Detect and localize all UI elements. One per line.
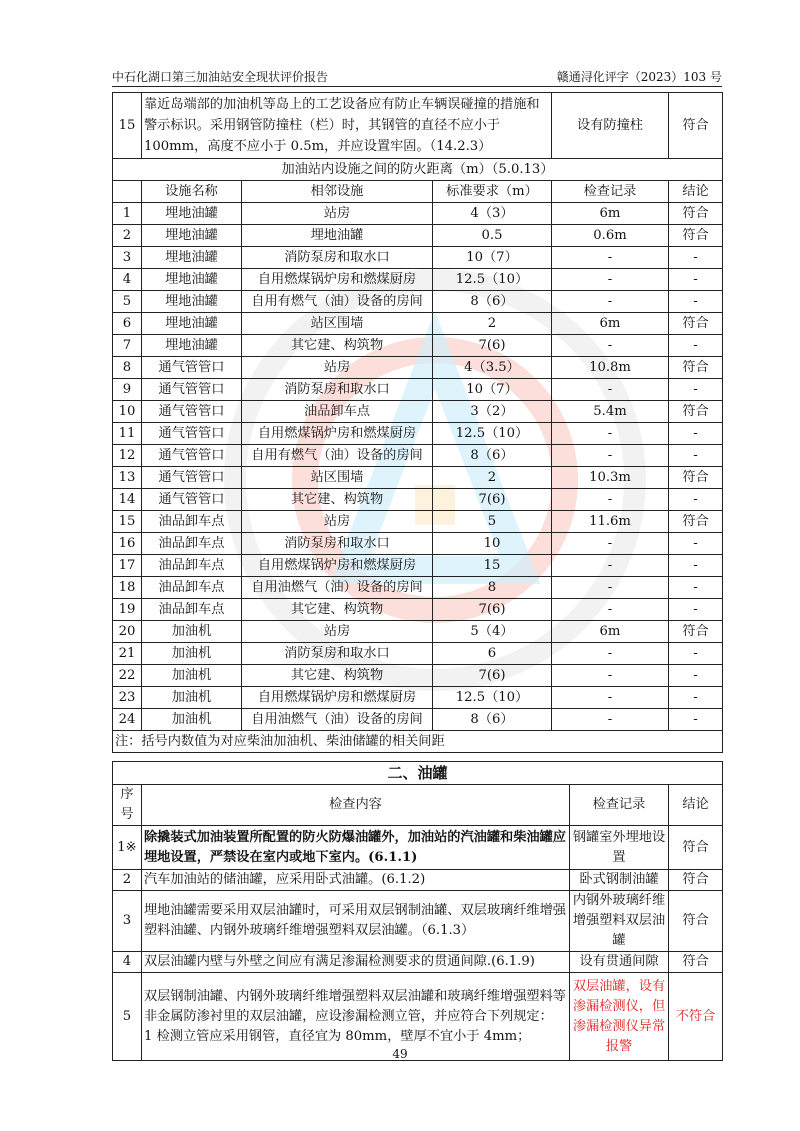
facility-name: 加油机 <box>142 687 242 709</box>
page-number: 49 <box>392 1047 408 1061</box>
facility-name: 油品卸车点 <box>142 599 242 621</box>
conclusion: 符合 <box>669 952 723 973</box>
facility-name: 油品卸车点 <box>142 577 242 599</box>
conclusion: - <box>669 335 723 357</box>
check-content <box>142 826 570 870</box>
conclusion: - <box>669 599 723 621</box>
standard-requirement: 8（6） <box>433 291 552 313</box>
table-row <box>113 577 723 599</box>
check-record: 6m <box>552 203 669 225</box>
table-row <box>113 511 723 533</box>
column-header: 结论 <box>669 785 723 826</box>
conclusion: 符合 <box>669 870 723 891</box>
check-record: - <box>552 423 669 445</box>
row-number: 20 <box>113 621 142 643</box>
facility-name: 通气管管口 <box>142 379 242 401</box>
standard-requirement: 7(6) <box>433 665 552 687</box>
column-header: 相邻设施 <box>242 181 433 203</box>
conclusion: 符合 <box>669 467 723 489</box>
standard-requirement: 15 <box>433 555 552 577</box>
standard-requirement: 5 <box>433 511 552 533</box>
check-content-text: 埋地油罐需要采用双层油罐时，可采用双层钢制油罐、双层玻璃纤维增强塑料油罐、内钢外玻璃纤维增强塑料双层油罐。（6.1.3） <box>144 903 566 938</box>
standard-requirement: 7(6) <box>433 489 552 511</box>
table-row <box>113 555 723 577</box>
check-record: - <box>552 533 669 555</box>
facility-name: 油品卸车点 <box>142 511 242 533</box>
conclusion: 符合 <box>669 891 723 952</box>
check-content-text: 汽车加油站的储油罐，应采用卧式油罐。(6.1.2) <box>144 872 426 887</box>
column-header: 序号 <box>113 785 142 826</box>
standard-requirement: 2 <box>433 467 552 489</box>
column-header: 检查内容 <box>142 785 570 826</box>
conclusion: - <box>669 489 723 511</box>
row-number: 22 <box>113 665 142 687</box>
check-record: 11.6m <box>552 511 669 533</box>
adjacent-facility: 站房 <box>242 357 433 379</box>
conclusion: - <box>669 643 723 665</box>
row-number: 10 <box>113 401 142 423</box>
spacing-table <box>112 92 723 753</box>
table-row <box>113 621 723 643</box>
row-number: 19 <box>113 599 142 621</box>
row-number: 6 <box>113 313 142 335</box>
header-report-number: 赣通浔化评字（2023）103 号 <box>556 70 722 84</box>
conclusion: 不符合 <box>669 973 723 1061</box>
conclusion: - <box>669 445 723 467</box>
standard-requirement: 12.5（10） <box>433 423 552 445</box>
row-number: 7 <box>113 335 142 357</box>
standard-requirement: 10（7） <box>433 247 552 269</box>
check-content <box>142 870 570 891</box>
table-row <box>113 401 723 423</box>
conclusion: 符合 <box>669 621 723 643</box>
row-number: 2 <box>113 870 142 891</box>
standard-requirement: 7(6) <box>433 599 552 621</box>
facility-name: 加油机 <box>142 665 242 687</box>
check-record: - <box>552 643 669 665</box>
conclusion: - <box>669 247 723 269</box>
section-title-row <box>113 762 723 785</box>
standard-requirement: 8 <box>433 577 552 599</box>
conclusion: - <box>669 533 723 555</box>
check-record: - <box>552 291 669 313</box>
check-content-text: 除撬装式加油装置所配置的防火防爆油罐外，加油站的汽油罐和柴油罐应埋地设置，严禁设在室内或地下室内。(6.1.1) <box>144 829 566 865</box>
check-record: 10.8m <box>552 357 669 379</box>
conclusion: 符合 <box>669 313 723 335</box>
check-record: - <box>552 577 669 599</box>
adjacent-facility: 站区围墙 <box>242 313 433 335</box>
standard-requirement: 3（2） <box>433 401 552 423</box>
table-row <box>113 269 723 291</box>
standard-requirement: 0.5 <box>433 225 552 247</box>
adjacent-facility: 自用燃煤锅炉房和燃煤厨房 <box>242 423 433 445</box>
conclusion: 符合 <box>669 203 723 225</box>
adjacent-facility: 埋地油罐 <box>242 225 433 247</box>
table-row <box>113 709 723 731</box>
adjacent-facility: 站区围墙 <box>242 467 433 489</box>
adjacent-facility: 消防泵房和取水口 <box>242 643 433 665</box>
row-number: 17 <box>113 555 142 577</box>
check-record: 内钢外玻璃纤维增强塑料双层油罐 <box>570 891 669 952</box>
standard-requirement: 2 <box>433 313 552 335</box>
row-number: 9 <box>113 379 142 401</box>
table-row <box>113 291 723 313</box>
row-number: 2 <box>113 225 142 247</box>
adjacent-facility: 自用有燃气（油）设备的房间 <box>242 291 433 313</box>
check-record: - <box>552 599 669 621</box>
check-record: - <box>552 269 669 291</box>
table-row <box>113 826 723 870</box>
table-row <box>113 870 723 891</box>
requirement-text: 靠近岛端部的加油机等岛上的工艺设备应有防止车辆误碰撞的措施和警示标识。采用钢管防撞柱（栏）时，其钢管的直径不应小于 100mm，高度不应小于 0.5m，并应设置牢固。（14.2.3） <box>142 93 552 159</box>
conclusion: - <box>669 269 723 291</box>
check-record: - <box>552 445 669 467</box>
check-record: 设有防撞柱 <box>552 93 669 159</box>
check-content <box>142 952 570 973</box>
table-row <box>113 423 723 445</box>
table-row <box>113 357 723 379</box>
facility-name: 通气管管口 <box>142 423 242 445</box>
standard-requirement: 10（7） <box>433 379 552 401</box>
adjacent-facility: 自用有燃气（油）设备的房间 <box>242 445 433 467</box>
row-number: 23 <box>113 687 142 709</box>
check-record: 0.6m <box>552 225 669 247</box>
check-record: 钢罐室外埋地设置 <box>570 826 669 870</box>
table-row <box>113 687 723 709</box>
table-row <box>113 467 723 489</box>
conclusion: - <box>669 577 723 599</box>
table-row <box>113 489 723 511</box>
adjacent-facility: 自用油燃气（油）设备的房间 <box>242 709 433 731</box>
adjacent-facility: 站房 <box>242 621 433 643</box>
page-header <box>112 64 722 87</box>
spacing-title: 加油站内设施之间的防火距离（m）（5.0.13） <box>113 159 723 181</box>
row-number: 13 <box>113 467 142 489</box>
check-record: 6m <box>552 313 669 335</box>
row-number: 1※ <box>113 826 142 870</box>
facility-name: 埋地油罐 <box>142 247 242 269</box>
column-header: 检查记录 <box>552 181 669 203</box>
row-number: 5 <box>113 291 142 313</box>
check-record: 6m <box>552 621 669 643</box>
facility-name: 加油机 <box>142 621 242 643</box>
table-header-row <box>113 785 723 826</box>
row-number: 8 <box>113 357 142 379</box>
standard-requirement: 12.5（10） <box>433 687 552 709</box>
facility-name: 通气管管口 <box>142 467 242 489</box>
adjacent-facility: 消防泵房和取水口 <box>242 533 433 555</box>
conclusion: - <box>669 379 723 401</box>
adjacent-facility: 其它建、构筑物 <box>242 335 433 357</box>
column-header: 检查记录 <box>570 785 669 826</box>
table-row <box>113 445 723 467</box>
table-row <box>113 665 723 687</box>
conclusion: 符合 <box>669 511 723 533</box>
facility-name: 埋地油罐 <box>142 225 242 247</box>
check-record: 卧式钢制油罐 <box>570 870 669 891</box>
check-record: - <box>552 247 669 269</box>
standard-requirement: 4（3） <box>433 203 552 225</box>
row-number: 24 <box>113 709 142 731</box>
adjacent-facility: 自用燃煤锅炉房和燃煤厨房 <box>242 555 433 577</box>
conclusion: 符合 <box>669 826 723 870</box>
facility-name: 埋地油罐 <box>142 313 242 335</box>
row-number: 15 <box>113 93 142 159</box>
adjacent-facility: 其它建、构筑物 <box>242 665 433 687</box>
column-header <box>113 181 142 203</box>
table-row <box>113 313 723 335</box>
spacing-rows <box>113 203 723 731</box>
section-title-row <box>113 159 723 181</box>
check-record: - <box>552 335 669 357</box>
standard-requirement: 12.5（10） <box>433 269 552 291</box>
row-number: 18 <box>113 577 142 599</box>
adjacent-facility: 油品卸车点 <box>242 401 433 423</box>
check-content-item: 1 检测立管应采用钢管，直径宜为 80mm，壁厚不宜小于 4mm； <box>144 1028 531 1044</box>
table-row <box>113 952 723 973</box>
tank-rows <box>113 826 723 1061</box>
check-content <box>142 891 570 952</box>
facility-name: 埋地油罐 <box>142 203 242 225</box>
row-number: 3 <box>113 247 142 269</box>
row-number: 1 <box>113 203 142 225</box>
adjacent-facility: 消防泵房和取水口 <box>242 379 433 401</box>
adjacent-facility: 自用油燃气（油）设备的房间 <box>242 577 433 599</box>
check-record: - <box>552 489 669 511</box>
facility-name: 埋地油罐 <box>142 291 242 313</box>
adjacent-facility: 站房 <box>242 511 433 533</box>
table-row <box>113 335 723 357</box>
check-record: 设有贯通间隙 <box>570 952 669 973</box>
facility-name: 通气管管口 <box>142 357 242 379</box>
row-number: 4 <box>113 269 142 291</box>
standard-requirement: 4（3.5） <box>433 357 552 379</box>
check-record: - <box>552 555 669 577</box>
row-number: 4 <box>113 952 142 973</box>
standard-requirement: 10 <box>433 533 552 555</box>
row-number: 3 <box>113 891 142 952</box>
standard-requirement: 7(6) <box>433 335 552 357</box>
facility-name: 通气管管口 <box>142 489 242 511</box>
check-record: - <box>552 665 669 687</box>
standard-requirement: 6 <box>433 643 552 665</box>
table-row <box>113 643 723 665</box>
check-record: 双层油罐，设有渗漏检测仪，但渗漏检测仪异常报警 <box>570 973 669 1061</box>
conclusion: - <box>669 423 723 445</box>
header-report-title: 中石化湖口第三加油站安全现状评价报告 <box>112 70 329 84</box>
facility-name: 油品卸车点 <box>142 533 242 555</box>
facility-name: 通气管管口 <box>142 401 242 423</box>
column-header: 设施名称 <box>142 181 242 203</box>
check-content-text: 双层钢制油罐、内钢外玻璃纤维增强塑料双层油罐和玻璃纤维增强塑料等非金属防渗衬里的双层油罐，应设渗漏检测立管，并应符合下列规定： <box>144 988 566 1024</box>
column-header: 结论 <box>669 181 723 203</box>
table-row <box>113 379 723 401</box>
conclusion: - <box>669 291 723 313</box>
adjacent-facility: 其它建、构筑物 <box>242 489 433 511</box>
table-row <box>113 599 723 621</box>
adjacent-facility: 自用燃煤锅炉房和燃煤厨房 <box>242 269 433 291</box>
adjacent-facility: 自用燃煤锅炉房和燃煤厨房 <box>242 687 433 709</box>
row-number: 11 <box>113 423 142 445</box>
check-record: - <box>552 709 669 731</box>
adjacent-facility: 站房 <box>242 203 433 225</box>
conclusion: - <box>669 555 723 577</box>
conclusion: 符合 <box>669 357 723 379</box>
standard-requirement: 8（6） <box>433 445 552 467</box>
facility-name: 油品卸车点 <box>142 555 242 577</box>
conclusion: 符合 <box>669 93 723 159</box>
check-record: - <box>552 379 669 401</box>
adjacent-facility: 其它建、构筑物 <box>242 599 433 621</box>
facility-name: 通气管管口 <box>142 445 242 467</box>
check-content-text: 双层油罐内壁与外壁之间应有满足渗漏检测要求的贯通间隙.(6.1.9) <box>144 954 535 969</box>
check-record: - <box>552 687 669 709</box>
conclusion: - <box>669 687 723 709</box>
conclusion: 符合 <box>669 225 723 247</box>
tank-section-title: 二、油罐 <box>113 762 723 785</box>
adjacent-facility: 消防泵房和取水口 <box>242 247 433 269</box>
table-row <box>113 225 723 247</box>
row-number: 12 <box>113 445 142 467</box>
facility-name: 埋地油罐 <box>142 269 242 291</box>
facility-name: 加油机 <box>142 643 242 665</box>
note-row <box>113 731 723 753</box>
row-number: 5 <box>113 973 142 1061</box>
table-row <box>113 891 723 952</box>
row-number: 16 <box>113 533 142 555</box>
facility-name: 埋地油罐 <box>142 335 242 357</box>
table-row <box>113 533 723 555</box>
conclusion: - <box>669 665 723 687</box>
check-record: 5.4m <box>552 401 669 423</box>
facility-name: 加油机 <box>142 709 242 731</box>
standard-requirement: 5（4） <box>433 621 552 643</box>
column-header: 标准要求（m） <box>433 181 552 203</box>
row-number: 14 <box>113 489 142 511</box>
check-record: 10.3m <box>552 467 669 489</box>
conclusion: 符合 <box>669 401 723 423</box>
spacing-note: 注：括号内数值为对应柴油加油机、柴油储罐的相关间距 <box>113 731 723 753</box>
conclusion: - <box>669 709 723 731</box>
tank-table <box>112 761 723 1061</box>
standard-requirement: 8（6） <box>433 709 552 731</box>
table-row <box>113 247 723 269</box>
row-number: 21 <box>113 643 142 665</box>
table-row <box>113 203 723 225</box>
table-header-row <box>113 181 723 203</box>
table-row <box>113 93 723 159</box>
row-number: 15 <box>113 511 142 533</box>
